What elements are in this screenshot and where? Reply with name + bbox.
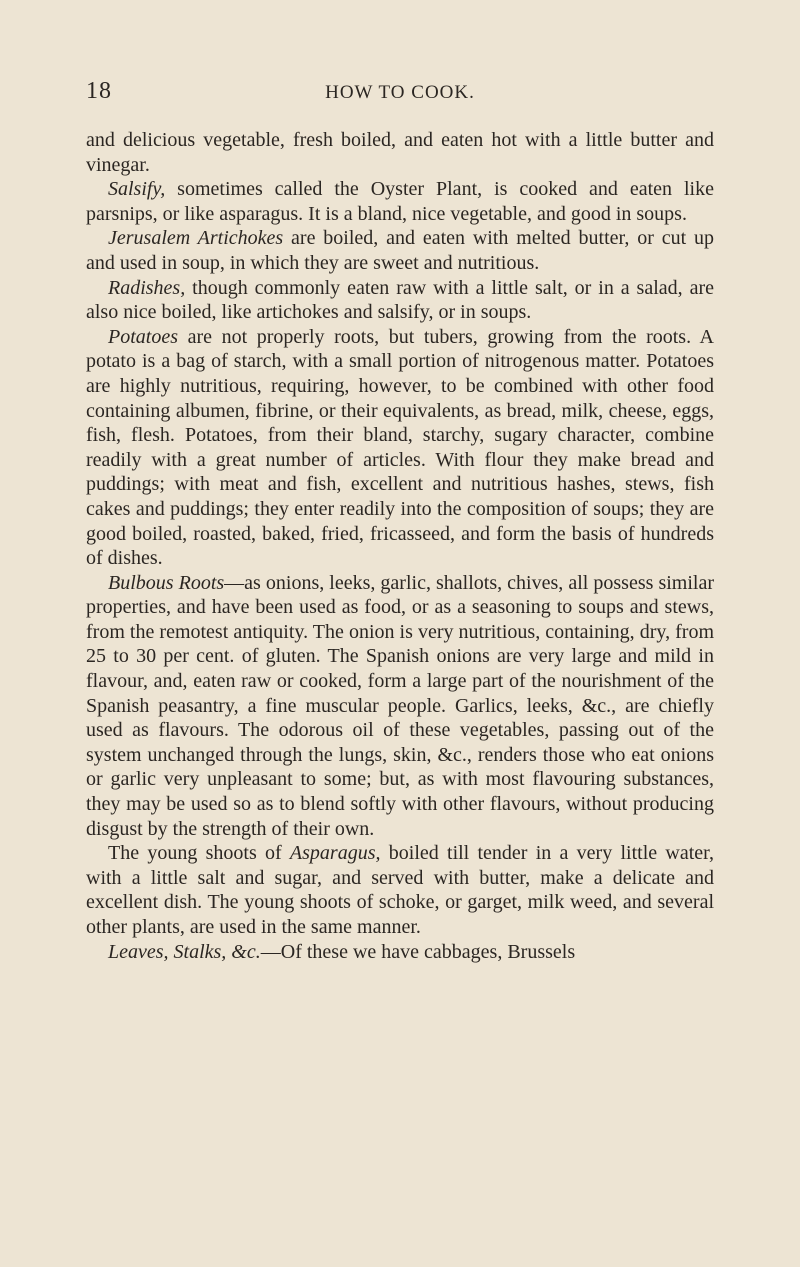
paragraph-jerusalem-artichokes: [86, 226, 714, 275]
paragraph-lead: Bulbous Roots: [108, 571, 225, 594]
paragraph-asparagus: [86, 841, 714, 939]
paragraph-lead: Jerusalem Artichokes: [108, 227, 284, 250]
paragraph-text: are boiled, and eaten with melted butter, or cut up and used in soup, in which they are sweet and nutritious.: [86, 227, 714, 274]
paragraph-text: —Of these we have cabbages, Brussels: [260, 940, 576, 963]
page-header: [86, 78, 714, 114]
paragraph-radishes: [86, 276, 714, 325]
page-number: 18: [86, 78, 112, 104]
paragraph-text: boiled till tender in a very little water, with a little salt and sugar, and served with butter, make a delicate and excellent dish. The young shoots of schoke, or garget, milk weed, and several other plants, are used in the same manner.: [86, 842, 714, 938]
paragraph-text: —as onions, leeks, garlic, shallots, chives, all possess similar properties, and have been used as food, or as a seasoning to soups and stews, from the remotest antiquity. The onion is very nutritious, containing, dry, from 25 to 30 per cent. of gluten. The Spanish onions are very large and mild in flavour, and, eaten raw or cooked, form a large part of the nourishment of the Spanish peasantry, a fine muscular people. Garlics, leeks, &c., are chiefly used as flavours. The odorous oil of these vegetables, passing out of the system unchanged through the lungs, skin, &c., renders those who eat onions or garlic very unpleasant to some; but, as with most flavouring substances, they may be used so as to blend softly with other flavours, without producing disgust by the strength of their own.: [86, 571, 714, 840]
paragraph-bulbous-roots: [86, 571, 714, 842]
paragraph-salsify: [86, 177, 714, 226]
paragraph-lead: Potatoes: [108, 325, 178, 348]
running-head: HOW TO COOK.: [325, 82, 475, 103]
paragraph-lead: Radishes,: [108, 276, 186, 299]
paragraph-text: are not properly roots, but tubers, growing from the roots. A potato is a bag of starch, with a small portion of nitrogenous matter. Potatoes are highly nutritious, requiring, however, to be combined with other food containing albumen, fibrine, or their equivalents, as bread, milk, cheese, eggs, fish, flesh. Potatoes, from their bland, starchy, sugary character, combine readily with a great number of articles. With flour they make bread and puddings; with meat and fish, excellent and nutritious hashes, stews, fish cakes and puddings; they enter readily into the composition of soups; they are good boiled, roasted, baked, fried, fricasseed, and form the basis of hundreds of dishes.: [86, 325, 714, 570]
paragraph-text: sometimes called the Oyster Plant, is cooked and eaten like parsnips, or like asparagus. It is a bland, nice vegetable, and good in soups.: [86, 178, 714, 225]
paragraph-text: and delicious vegetable, fresh boiled, and eaten hot with a little butter and vinegar.: [86, 129, 714, 176]
paragraph-lead: Leaves, Stalks, &c.: [108, 940, 261, 963]
paragraph-lead: Asparagus,: [289, 842, 381, 865]
body-text: [86, 128, 714, 964]
paragraph-pre: The young shoots of: [108, 842, 290, 865]
paragraph-potatoes: [86, 325, 714, 571]
paragraph-leaves-stalks: [86, 940, 714, 965]
paragraph-text: though commonly eaten raw with a little salt, or in a salad, are also nice boiled, like artichokes and salsify, or in soups.: [86, 276, 714, 324]
paragraph-lead: Salsify,: [108, 178, 166, 201]
paragraph-continuation: [86, 128, 714, 177]
